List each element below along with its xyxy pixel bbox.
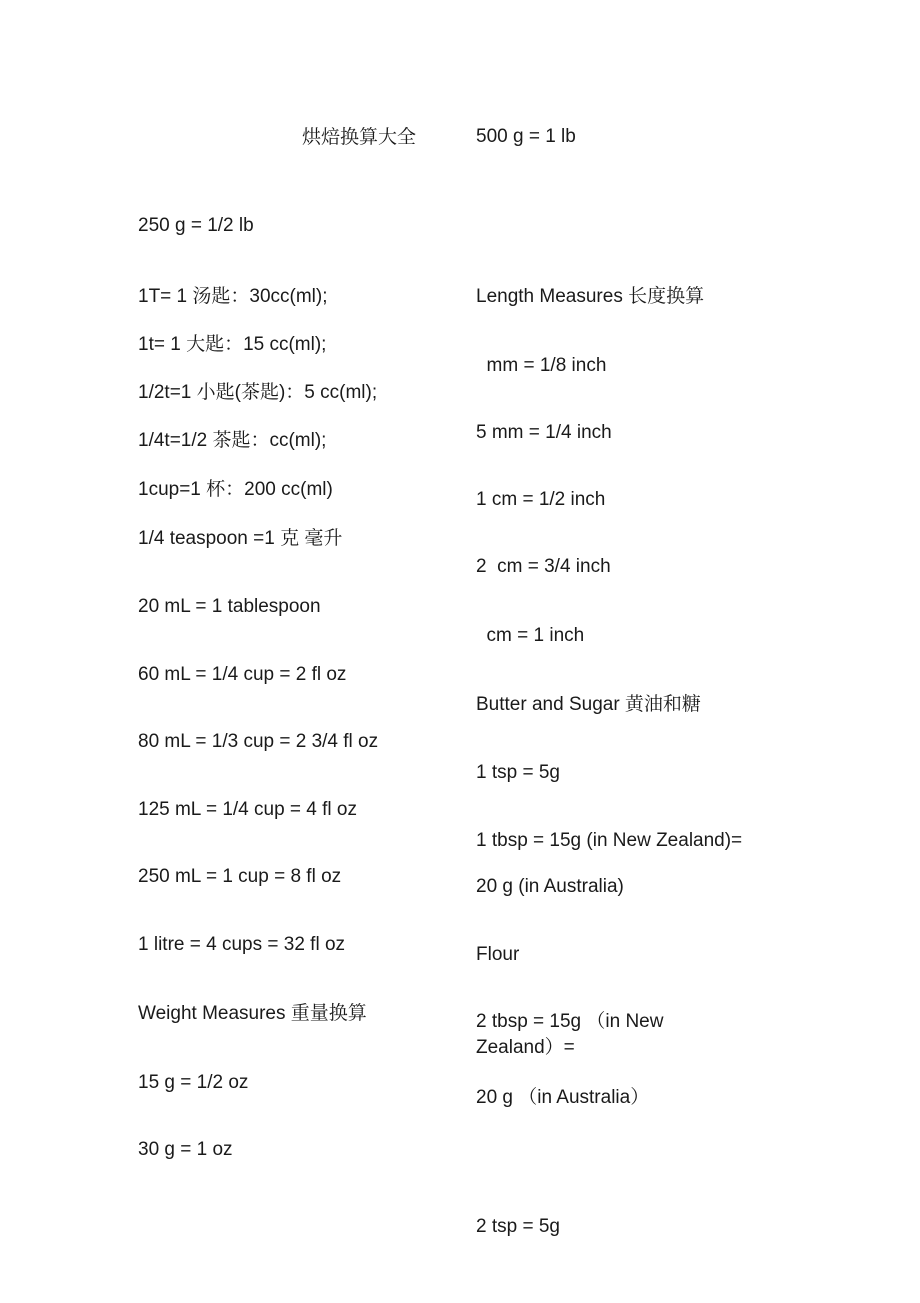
text-line: 30 g = 1 oz [138, 1139, 233, 1160]
text-line: 1 cm = 1/2 inch [476, 489, 606, 510]
text-line: 80 mL = 1/3 cup = 2 3/4 fl oz [138, 731, 379, 752]
text-line: 1/4 teaspoon =1 克 毫升 [138, 528, 343, 549]
text-line: 250 g = 1/2 lb [138, 215, 254, 236]
text-line: 1/2t=1 小匙(茶匙)：5 cc(ml); [138, 382, 378, 403]
text-line: 15 g = 1/2 oz [138, 1072, 249, 1093]
text-line: 2 tsp = 5g [476, 1216, 560, 1237]
section-heading: Flour [476, 944, 520, 965]
text-line: mm = 1/8 inch [476, 355, 607, 376]
text-line: 125 mL = 1/4 cup = 4 fl oz [138, 799, 357, 820]
text-line: 500 g = 1 lb [476, 126, 576, 147]
text-line: 1cup=1 杯：200 cc(ml) [138, 479, 333, 500]
text-line: 250 mL = 1 cup = 8 fl oz [138, 866, 342, 887]
text-line: 1T= 1 汤匙：30cc(ml); [138, 286, 328, 307]
section-heading: Weight Measures 重量换算 [138, 1003, 367, 1024]
text-line: 1t= 1 大匙：15 cc(ml); [138, 334, 327, 355]
section-heading: Length Measures 长度换算 [476, 286, 705, 307]
text-line: 1 tsp = 5g [476, 762, 560, 783]
text-line: 2 cm = 3/4 inch [476, 556, 611, 577]
text-line: cm = 1 inch [476, 625, 585, 646]
text-line: 1/4t=1/2 茶匙：cc(ml); [138, 430, 327, 451]
text-line: 20 mL = 1 tablespoon [138, 596, 321, 617]
text-line: 5 mm = 1/4 inch [476, 422, 612, 443]
section-heading: Butter and Sugar 黄油和糖 [476, 694, 701, 715]
text-line: 20 g (in Australia) [476, 876, 624, 897]
text-line: 20 g （in Australia） [476, 1087, 650, 1108]
text-line: 1 litre = 4 cups = 32 fl oz [138, 934, 346, 955]
text-line: 60 mL = 1/4 cup = 2 fl oz [138, 664, 347, 685]
text-line: 1 tbsp = 15g (in New Zealand)= [476, 830, 743, 851]
text-line: 2 tbsp = 15g （in New Zealand）= [476, 1011, 664, 1058]
page-title: 烘焙换算大全 [302, 126, 417, 148]
